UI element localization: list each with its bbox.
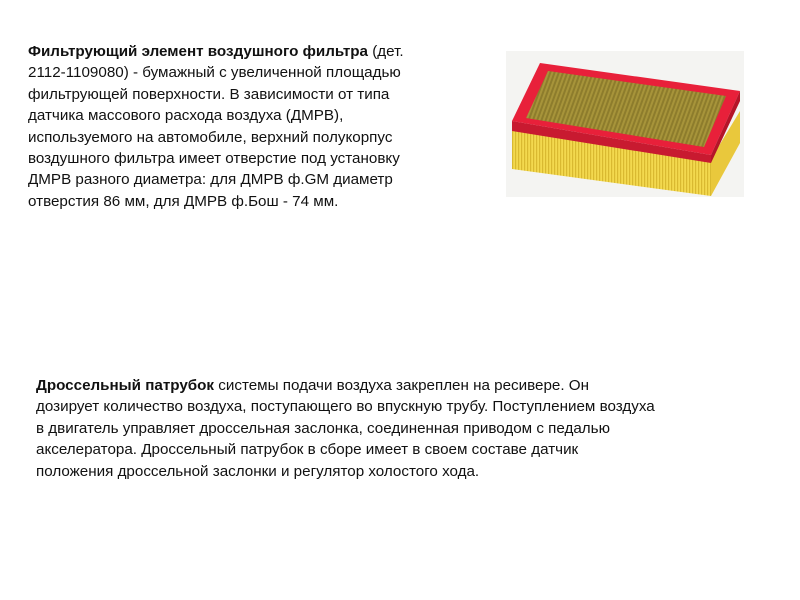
throttle-text-line-4: акселератора. Дроссельный патрубок в сборе имеет в своем составе датчик [36, 441, 579, 459]
air-filter-paragraph [28, 41, 486, 212]
air-filter-text-line-8: отверстия 86 мм, для ДМРВ ф.Бош - 74 мм. [28, 192, 339, 210]
air-filter-text-line-6: воздушного фильтра имеет отверстие под установку [28, 150, 400, 168]
throttle-body-paragraph [36, 375, 776, 482]
air-filter-text-line-4: датчика массового расхода воздуха (ДМРВ), [28, 107, 344, 125]
air-filter-text-line-2: 2112-1109080) - бумажный с увеличенной площадью [28, 64, 401, 82]
throttle-text-line-5: положения дроссельной заслонки и регулятор холостого хода. [36, 462, 480, 480]
air-filter-text-line-3: фильтрующей поверхности. В зависимости от типа [28, 85, 390, 103]
air-filter-photo [506, 51, 744, 197]
throttle-text-line-1: системы подачи воздуха закреплен на ресивере. Он [214, 377, 590, 394]
throttle-text-line-2: дозирует количество воздуха, поступающего во впускную трубу. Поступлением воздуха [36, 398, 655, 416]
air-filter-text-line-5: используемого на автомобиле, верхний полукорпус [28, 128, 393, 146]
air-filter-term: Фильтрующий элемент воздушного фильтра [28, 43, 369, 60]
air-filter-text-line-7: ДМРВ разного диаметра: для ДМРВ ф.GM диаметр [28, 171, 393, 189]
air-filter-text-line-1: (дет. [368, 43, 404, 60]
throttle-body-term: Дроссельный патрубок [36, 377, 215, 394]
throttle-text-line-3: в двигатель управляет дроссельная заслонка, соединенная приводом с педалью [36, 419, 610, 437]
